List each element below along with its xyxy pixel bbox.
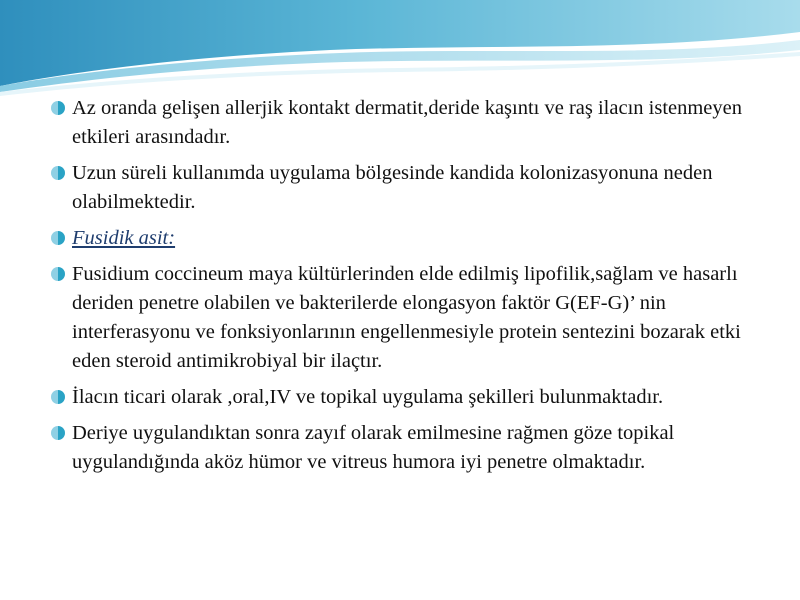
bullet-text: Az oranda gelişen allerjik kontakt dermatit,deride kaşıntı ve raş ilacın istenmeyen etkileri arasındadır. (72, 97, 743, 148)
bullet-icon (50, 266, 66, 282)
list-item (50, 159, 750, 217)
fusidik-asit-link[interactable]: Fusidik asit: (72, 227, 176, 249)
list-item (50, 224, 750, 253)
list-item (50, 260, 750, 376)
bullet-icon (50, 425, 66, 441)
bullet-text: Uzun süreli kullanımda uygulama bölgesinde kandida kolonizasyonuna neden olabilmektedir. (72, 162, 713, 213)
bullet-text: Deriye uygulandıktan sonra zayıf olarak emilmesine rağmen göze topikal uygulandığında aköz hümor ve vitreus humora iyi penetre olmaktadır. (72, 422, 675, 473)
bullet-icon (50, 230, 66, 246)
list-item (50, 419, 750, 477)
bullet-list (50, 94, 750, 484)
bullet-icon (50, 165, 66, 181)
bullet-icon (50, 100, 66, 116)
bullet-icon (50, 389, 66, 405)
list-item (50, 94, 750, 152)
bullet-text: Fusidium coccineum maya kültürlerinden elde edilmiş lipofilik,sağlam ve hasarlı deriden penetre olabilen ve bakterilerde elongasyon faktör G(EF-G)’ nin interferasyonu ve fonksiyonlarının engellenmesiyle protein sentezini bozarak etki eden steroid antimikrobiyal bir ilaçtır. (72, 263, 741, 372)
list-item (50, 383, 750, 412)
bullet-text: İlacın ticari olarak ,oral,IV ve topikal uygulama şekilleri bulunmaktadır. (72, 386, 664, 408)
